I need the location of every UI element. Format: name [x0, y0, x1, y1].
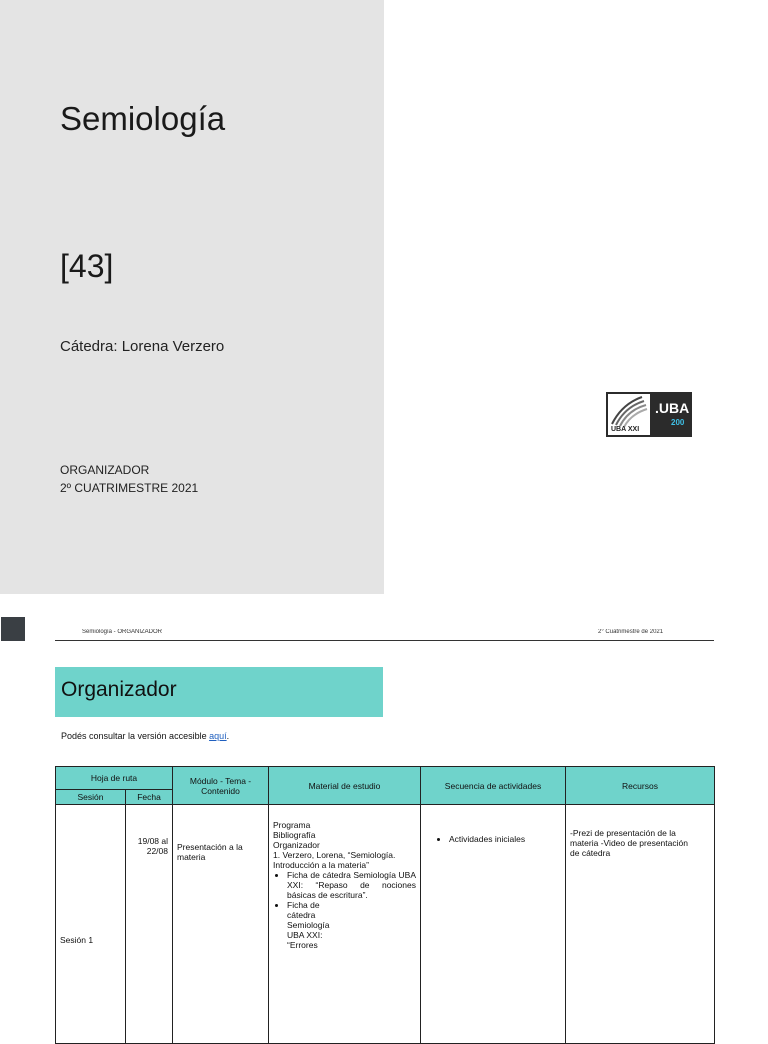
cover-title: Semiología [60, 100, 226, 137]
activity-item: • Actividades iniciales [449, 834, 561, 844]
session-label: Sesión 1 [60, 934, 94, 945]
accessible-version-note [61, 731, 229, 741]
material-line: 1. Verzero, Lorena, “Semiología. Introducción a la materia” [273, 850, 396, 870]
course-code: [43] [60, 248, 114, 284]
logo-brand-text: .UBA [655, 400, 690, 416]
header-recursos: Recursos [566, 767, 715, 805]
material-line: Programa [273, 820, 311, 830]
cover-meta [60, 461, 198, 497]
cell-fecha [126, 805, 173, 1044]
header-fecha: Fecha [126, 790, 173, 805]
section-title: Organizador [61, 678, 177, 701]
activity-list [425, 834, 561, 844]
cover-page [0, 0, 384, 594]
header-secuencia: Secuencia de actividades [421, 767, 566, 805]
section-banner [55, 667, 383, 717]
access-end: . [226, 731, 230, 741]
access-text: Podés consultar la versión accesible [61, 731, 210, 741]
module-label: Presentación a la materia [177, 842, 243, 862]
page-header-right: 2° Cuatrimestre de 2021 [598, 629, 664, 635]
uba-200-mark [650, 392, 692, 437]
term-label: 2º CUATRIMESTRE 2021 [60, 481, 199, 495]
material-bullet: • Ficha de cátedra Semiología UBA XXI: “Repaso de nociones básicas de escritura”. [287, 870, 416, 900]
resources-text: -Prezi de presentación de la materia -Video de presentación de cátedra [570, 828, 688, 858]
material-bullet: • Ficha de cátedra Semiología UBA XXI: “Errores [287, 900, 337, 950]
header-material: Material de estudio [269, 767, 421, 805]
cell-secuencia [421, 805, 566, 1044]
material-line: Organizador [273, 840, 320, 850]
page-header-left: Semiología - ORGANIZADOR [82, 629, 163, 635]
header-divider [55, 640, 714, 641]
header-sesion: Sesión [56, 790, 126, 805]
catedra-label: Cátedra: Lorena Verzero [60, 338, 225, 355]
table-row [56, 805, 715, 1044]
uba-logo [606, 392, 692, 437]
logo-number-text: 200 [671, 418, 685, 427]
header-modulo: Módulo - Tema - Contenido [173, 767, 269, 805]
cell-modulo [173, 805, 269, 1044]
material-bullet-list [273, 870, 416, 950]
uba-xxi-logo-mark [608, 394, 650, 435]
page-marker [1, 617, 25, 641]
date-label: 19/08 al 22/08 [137, 836, 168, 856]
cell-recursos [566, 805, 715, 1044]
cell-sesion [56, 805, 126, 1044]
header-hoja-de-ruta: Hoja de ruta [56, 767, 173, 790]
organizer-table [55, 766, 715, 1044]
cell-material [269, 805, 421, 1044]
logo-small-text: UBA XXI [611, 426, 640, 433]
organizer-label: ORGANIZADOR [60, 463, 150, 477]
accessible-version-link[interactable]: aquí [209, 731, 227, 741]
material-line: Bibliografía [273, 830, 316, 840]
